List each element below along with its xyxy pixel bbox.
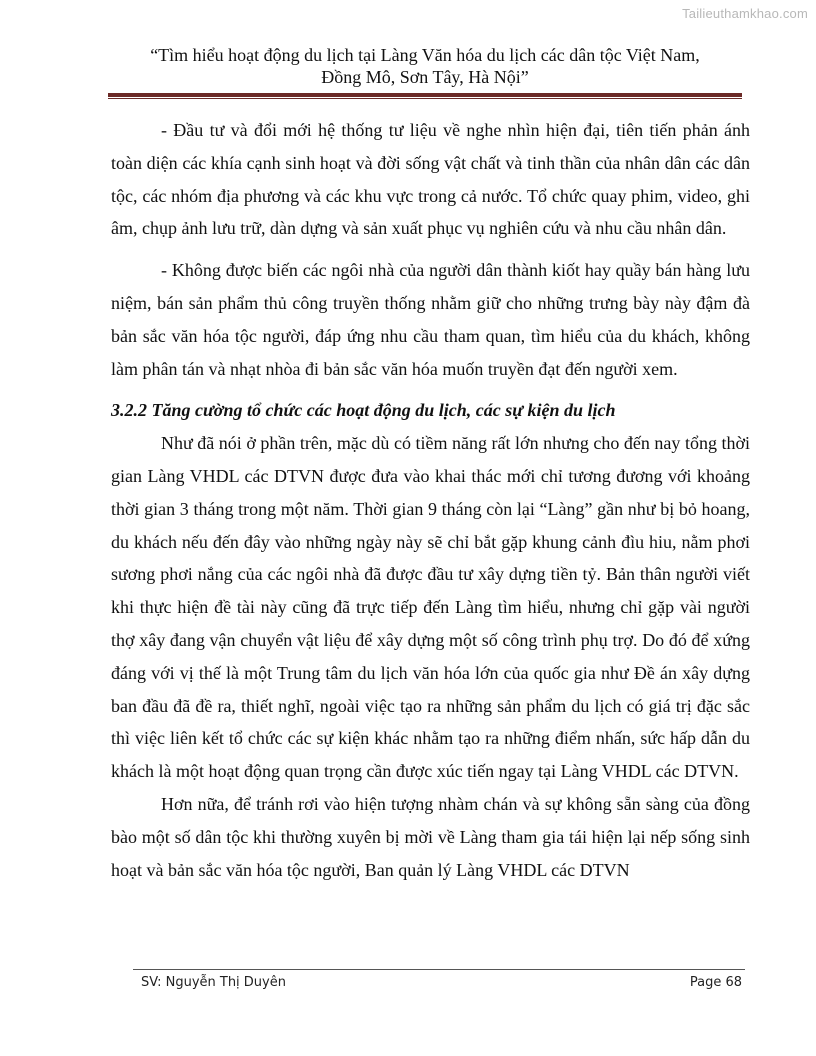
paragraph-media-investment: - Đầu tư và đổi mới hệ thống tư liệu về nghe nhìn hiện đại, tiên tiến phản ánh toàn diện các khía cạnh sinh hoạt và đời sống vật chất và tinh thần của nhân dân các dân tộc, các nhóm địa phương và các khu vực trong cả nước. Tổ chức quay phim, video, ghi âm, chụp ảnh lưu trữ, dàn dựng và sản xuất phục vụ nghiên cứu và nhu cầu nhân dân. [111, 120, 750, 239]
document-body [111, 114, 750, 886]
page-header [108, 44, 742, 88]
header-divider [108, 93, 742, 97]
header-divider-thin [108, 98, 742, 99]
header-title-line-2: Đồng Mô, Sơn Tây, Hà Nội” [321, 67, 529, 87]
footer-student-name: SV: Nguyễn Thị Duyên [141, 975, 286, 990]
header-title-line-1: “Tìm hiểu hoạt động du lịch tại Làng Văn hóa du lịch các dân tộc Việt Nam, [150, 45, 700, 65]
paragraph-continuation: Hơn nữa, để tránh rơi vào hiện tượng nhàm chán và sự không sẵn sàng của đồng bào một số dân tộc khi thường xuyên bị mời về Làng tham gia tái hiện lại nếp sống sinh hoạt và bản sắc văn hóa tộc người, Ban quản lý Làng VHDL các DTVN [111, 793, 750, 880]
watermark: Tailieuthamkhao.com [682, 6, 808, 21]
footer-page-number: Page 68 [689, 975, 742, 990]
footer-divider [133, 969, 745, 970]
paragraph-no-kiosks: - Không được biến các ngôi nhà của người dân thành kiốt hay quầy bán hàng lưu niệm, bán sản phẩm thủ công truyền thống nhằm giữ cho những trưng bày này đậm đà bản sắc văn hóa tộc người, đáp ứng nhu cầu tham quan, tìm hiểu của du khách, không làm phân tán và nhạt nhòa đi bản sắc văn hóa muốn truyền đạt đến người xem. [111, 260, 750, 379]
section-heading: 3.2.2 Tăng cường tổ chức các hoạt động du lịch, các sự kiện du lịch [111, 400, 616, 421]
paragraph-events: Như đã nói ở phần trên, mặc dù có tiềm năng rất lớn nhưng cho đến nay tổng thời gian Làng VHDL các DTVN được đưa vào khai thác mới chỉ tương đương với khoảng thời gian 3 tháng trong một năm. Thời gian 9 tháng còn lại “Làng” gần như bị bỏ hoang, du khách nếu đến đây vào những ngày này sẽ chỉ bắt gặp khung cảnh đìu hiu, nằm phơi sương phơi nắng của các ngôi nhà đã được đầu tư xây dựng tiền tỷ. Bản thân người viết khi thực hiện đề tài này cũng đã trực tiếp đến Làng tìm hiểu, nhưng chỉ gặp vài người thợ xây đang vận chuyển vật liệu để xây dựng một số công trình phụ trợ. Do đó để xứng đáng với vị thế là một Trung tâm du lịch văn hóa lớn của quốc gia như Đề án xây dựng ban đầu đã đề ra, thiết nghĩ, ngoài việc tạo ra những sản phẩm du lịch có giá trị đặc sắc thì việc liên kết tổ chức các sự kiện khác nhằm tạo ra những điểm nhấn, sức hấp dẫn du khách là một hoạt động quan trọng cần được xúc tiến ngay tại Làng VHDL các DTVN. [111, 433, 750, 782]
